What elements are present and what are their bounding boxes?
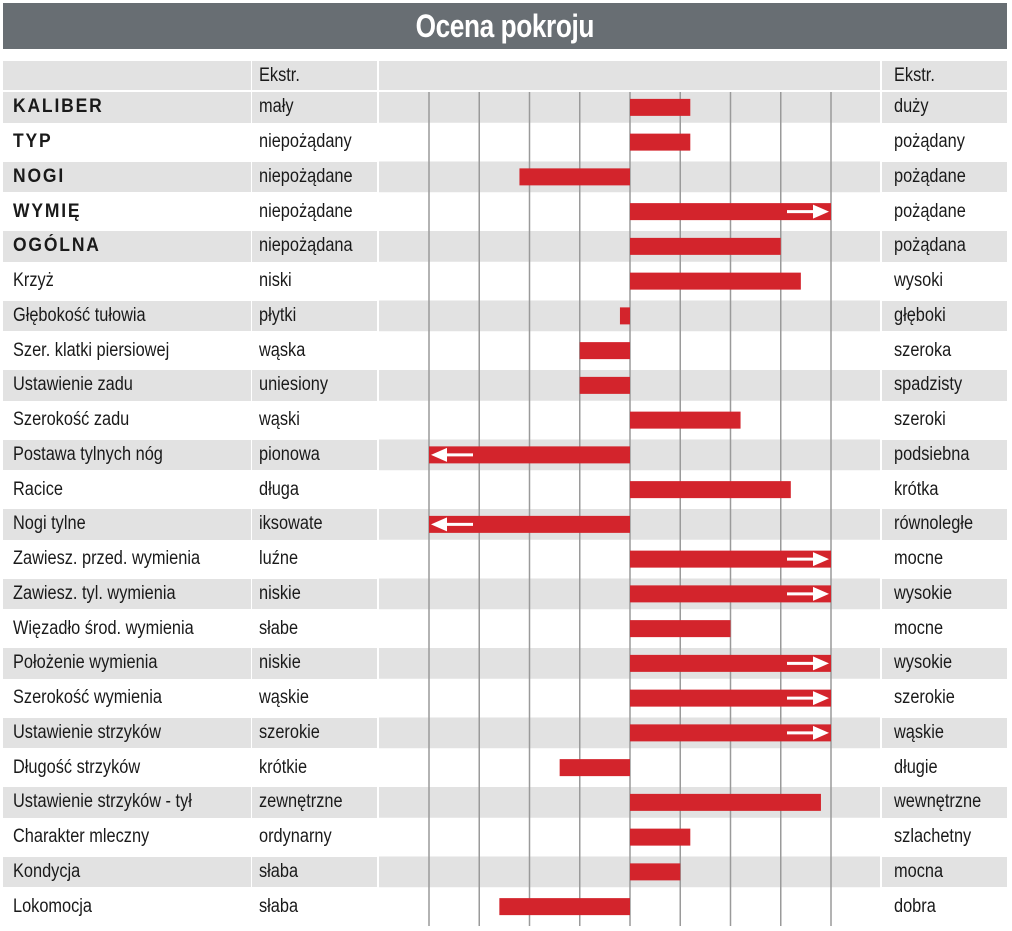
right-extreme-label: pożądany: [882, 127, 1007, 158]
bar: [630, 829, 690, 846]
left-extreme-label: słaba: [252, 891, 377, 922]
bar: [580, 377, 630, 394]
right-extreme-label: mocne: [882, 544, 1007, 575]
left-extreme-label: niepożądane: [252, 196, 377, 227]
trait-name: Lokomocja: [3, 891, 251, 922]
bar: [519, 168, 630, 185]
right-extreme-label: pożądane: [882, 196, 1007, 227]
left-extreme-label: szerokie: [252, 718, 377, 749]
left-extreme-label: płytki: [252, 301, 377, 332]
right-extreme-label: wysokie: [882, 648, 1007, 679]
trait-name: Nogi tylne: [3, 509, 251, 540]
trait-name: Więzadło środ. wymienia: [3, 613, 251, 644]
right-extreme-label: szeroka: [882, 335, 1007, 366]
right-extreme-label: podsiebna: [882, 440, 1007, 471]
trait-name: TYP: [3, 127, 251, 158]
left-extreme-label: słaba: [252, 857, 377, 888]
trait-name: Ustawienie zadu: [3, 370, 251, 401]
trait-name: Szerokość wymienia: [3, 683, 251, 714]
header-left-extreme: Ekstr.: [252, 61, 377, 90]
right-extreme-label: dobra: [882, 891, 1007, 922]
bar: [630, 134, 690, 151]
trait-name: Zawiesz. tyl. wymienia: [3, 579, 251, 610]
right-extreme-label: wysoki: [882, 266, 1007, 297]
right-extreme-label: mocna: [882, 857, 1007, 888]
trait-name: WYMIĘ: [3, 196, 251, 227]
bar: [630, 481, 791, 498]
trait-name: Racice: [3, 474, 251, 505]
right-extreme-label: szerokie: [882, 683, 1007, 714]
right-extreme-label: szeroki: [882, 405, 1007, 436]
trait-name: Położenie wymienia: [3, 648, 251, 679]
bar: [630, 99, 690, 116]
trait-name: OGÓLNA: [3, 231, 251, 262]
right-extreme-label: wewnętrzne: [882, 787, 1007, 818]
bar: [630, 863, 680, 880]
trait-name: KALIBER: [3, 92, 251, 123]
trait-name: Długość strzyków: [3, 752, 251, 783]
trait-name: NOGI: [3, 162, 251, 193]
trait-name: Postawa tylnych nóg: [3, 440, 251, 471]
left-extreme-label: słabe: [252, 613, 377, 644]
trait-name: Charakter mleczny: [3, 822, 251, 853]
trait-name: Szerokość zadu: [3, 405, 251, 436]
right-extreme-label: duży: [882, 92, 1007, 123]
right-extreme-label: mocne: [882, 613, 1007, 644]
left-extreme-label: uniesiony: [252, 370, 377, 401]
trait-name: Szer. klatki piersiowej: [3, 335, 251, 366]
right-extreme-label: krótka: [882, 474, 1007, 505]
left-extreme-label: niepożądana: [252, 231, 377, 262]
bar: [560, 759, 630, 776]
left-extreme-label: luźne: [252, 544, 377, 575]
right-extreme-label: wąskie: [882, 718, 1007, 749]
axis-header-band: [378, 61, 881, 90]
left-extreme-label: niepożądane: [252, 162, 377, 193]
left-extreme-label: wąskie: [252, 683, 377, 714]
left-extreme-label: krótkie: [252, 752, 377, 783]
right-extreme-label: długie: [882, 752, 1007, 783]
left-extreme-label: iksowate: [252, 509, 377, 540]
left-extreme-label: niskie: [252, 648, 377, 679]
left-extreme-label: pionowa: [252, 440, 377, 471]
left-extreme-label: wąski: [252, 405, 377, 436]
trait-name: Głębokość tułowia: [3, 301, 251, 332]
right-extreme-label: szlachetny: [882, 822, 1007, 853]
right-extreme-label: pożądane: [882, 162, 1007, 193]
bar: [630, 794, 821, 811]
trait-name: Krzyż: [3, 266, 251, 297]
header-right-extreme: Ekstr.: [882, 61, 1007, 90]
right-extreme-label: wysokie: [882, 579, 1007, 610]
right-extreme-label: głęboki: [882, 301, 1007, 332]
left-extreme-label: ordynarny: [252, 822, 377, 853]
left-extreme-label: zewnętrzne: [252, 787, 377, 818]
left-extreme-label: niskie: [252, 579, 377, 610]
bar: [620, 307, 630, 324]
right-extreme-label: pożądana: [882, 231, 1007, 262]
trait-name: Kondycja: [3, 857, 251, 888]
left-extreme-label: wąska: [252, 335, 377, 366]
bar: [630, 238, 781, 255]
right-extreme-label: spadzisty: [882, 370, 1007, 401]
trait-name: Zawiesz. przed. wymienia: [3, 544, 251, 575]
trait-name: Ustawienie strzyków - tył: [3, 787, 251, 818]
bar: [630, 273, 801, 290]
bar: [580, 342, 630, 359]
left-extreme-label: niepożądany: [252, 127, 377, 158]
bar: [499, 898, 630, 915]
trait-name: Ustawienie strzyków: [3, 718, 251, 749]
left-extreme-label: niski: [252, 266, 377, 297]
right-extreme-label: równoległe: [882, 509, 1007, 540]
bar: [630, 620, 731, 637]
left-extreme-label: długa: [252, 474, 377, 505]
chart-title: Ocena pokroju: [3, 3, 1007, 49]
left-extreme-label: mały: [252, 92, 377, 123]
bar: [630, 412, 741, 429]
